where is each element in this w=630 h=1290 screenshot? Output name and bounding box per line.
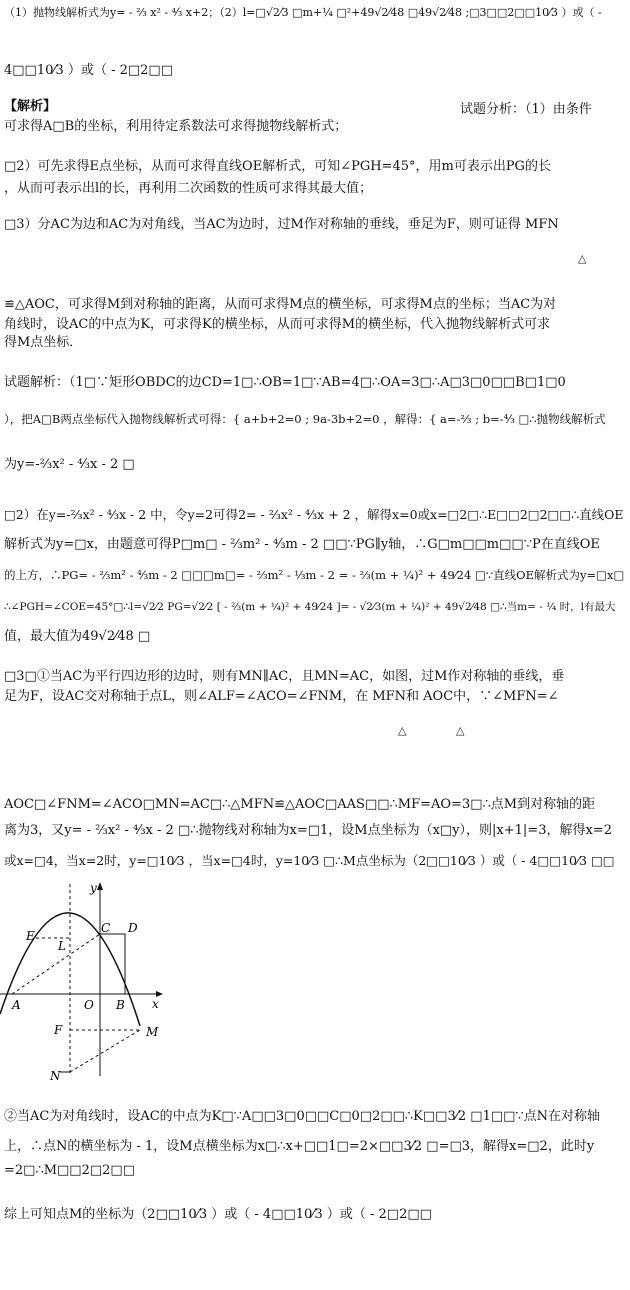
- solution-line: □3□①当AC为平行四边形的边时，则有MN∥AC，且MN=AC，如图，过M作对称轴的垂线，垂: [4, 669, 565, 684]
- solution-line: 足为F，设AC交对称轴于点L，则∠ALF=∠ACO=∠FNM，在 MFN和 AOC中，∵∠MFN=∠: [4, 689, 559, 704]
- solution-line: ），把A□B两点坐标代入抛物线解析式可得：{ a+b+2=0 ; 9a-3b+2=0 ，解得：{ a=-⅔ ; b=-⁴⁄₃ □∴抛物线解析式: [4, 412, 606, 426]
- solution-line: 值，最大值为49√2⁄48 □: [4, 629, 151, 644]
- label-c: C: [101, 921, 111, 935]
- analysis-label: 试题分析：（1）由条件: [460, 102, 592, 117]
- label-f: F: [54, 1023, 63, 1037]
- solution-line: 或x=□4，当x=2时，y=□10⁄3 ，当x=□4时，y=10⁄3 □∴M点坐标为（2□□10⁄3 ）或（ - 4□□10⁄3 □□: [4, 853, 615, 868]
- solution-line: □2）在y=-⅔x² - ⁴⁄₃x - 2 中，令y=2可得2= - ⅔x² - ⁴⁄₃x + 2 ，解得x=0或x=□2□∴E□□2□2□□∴直线OE: [4, 507, 624, 522]
- conclusion-line: 综上可知点M的坐标为（2□□10⁄3 ）或（ - 4□□10⁄3 ）或（ - 2□2□□: [4, 1207, 432, 1222]
- answer-line-1: （1）抛物线解析式为y= - ⅔ x² - ⁴⁄₃ x+2；（2）l=□√2⁄3 □m+¼ □²+49√2⁄48 □49√2⁄48 ;□3□□2□□10⁄3 ）或（ -: [4, 6, 602, 19]
- parabola-figure: [0, 876, 190, 1086]
- label-n: N: [50, 1069, 61, 1083]
- answer-line-2: 4□□10⁄3 ）或（ - 2□2□□: [4, 63, 174, 78]
- rectangle-obdc: [100, 934, 125, 994]
- label-e: E: [26, 929, 35, 943]
- analysis-line: 角线时，设AC的中点为K，可求得K的横坐标，从而可求得M的横坐标，代入抛物线解析式可求: [4, 317, 551, 332]
- solution-line: 的上方，∴PG= - ⅔m² - ⁴⁄₃m - 2 □□□m□= - ⅔m² - ⅓m - 2 = - ⅔(m + ¼)² + 49⁄24 □∵直线OE解析式为y=□x□: [4, 568, 625, 582]
- analysis-heading: 【解析】: [4, 99, 57, 114]
- solution-line: 离为3，又y= - ⅔x² - ⁴⁄₃x - 2 □∴抛物线对称轴为x=□1，设M点坐标为（x□y），则|x+1|=3，解得x=2: [4, 823, 612, 838]
- label-m: M: [146, 1025, 159, 1039]
- solution-line: =2□∴M□□2□2□□: [4, 1163, 135, 1178]
- analysis-line: □3）分AC为边和AC为对角线，当AC为边时，过M作对称轴的垂线，垂足为F，则可证得 MFN: [4, 217, 559, 232]
- solution-line: 试题解析：（1□∵矩形OBDC的边CD=1□∴OB=1□∵AB=4□∴OA=3□∴A□3□0□□B□1□0: [4, 375, 566, 390]
- triangle-symbol: △: [578, 252, 587, 265]
- segment-nm: [70, 1030, 140, 1072]
- analysis-line: ，从而可表示出l的长，再利用二次函数的性质可求得其最大值；: [4, 181, 373, 196]
- solution-line: ∴∠PGH=∠COE=45°□∴l=√2⁄2 PG=√2⁄2 [ - ⅔(m + ¼)² + 49⁄24 ]= - √2⁄3(m + ¼)² + 49√2⁄48 □∴当m= - ¼ 时，l有最大: [4, 601, 616, 613]
- label-b: B: [116, 998, 125, 1012]
- segment-ac: [12, 934, 100, 994]
- label-a: A: [12, 998, 21, 1012]
- y-axis-arrow: [97, 882, 103, 890]
- label-d: D: [128, 921, 138, 935]
- triangle-symbol: △: [398, 724, 407, 737]
- solution-line: AOC□∠FNM=∠ACO□MN=AC□∴△MFN≌△AOC□AAS□□∴MF=AO=3□∴点M到对称轴的距: [4, 797, 596, 812]
- label-o: O: [84, 998, 94, 1012]
- solution-line: 解析式为y=□x，由题意可得P□m□ - ⅔m² - ⁴⁄₃m - 2 □□∵PG∥y轴，∴G□m□□m□□∵P在直线OE: [4, 537, 600, 552]
- solution-line: ②当AC为对角线时，设AC的中点为K□∵A□□3□0□□C□0□2□□∴K□□3⁄2 □1□□∵点N在对称轴: [4, 1109, 601, 1124]
- solution-line: 为y=-⅔x² - ⁴⁄₃x - 2 □: [4, 457, 135, 472]
- solution-line: 上，∴点N的横坐标为 - 1，设M点横坐标为x□∴x+□□1□=2×□□3⁄2 □=□3，解得x=□2，此时y: [4, 1139, 595, 1154]
- label-l: L: [58, 939, 66, 953]
- triangle-symbol: △: [456, 724, 465, 737]
- analysis-line: □2）可先求得E点坐标，从而可求得直线OE解析式，可知∠PGH=45°，用m可表示出PG的长: [4, 159, 551, 174]
- analysis-line: ≌△AOC，可求得M到对称轴的距离，从而可求得M点的横坐标，可求得M点的坐标；当AC为对: [4, 297, 557, 312]
- label-x: x: [152, 997, 159, 1011]
- label-y: y: [90, 881, 97, 895]
- analysis-line: 得M点坐标．: [4, 335, 83, 350]
- analysis-line: 可求得A□B的坐标，利用待定系数法可求得抛物线解析式；: [4, 119, 348, 134]
